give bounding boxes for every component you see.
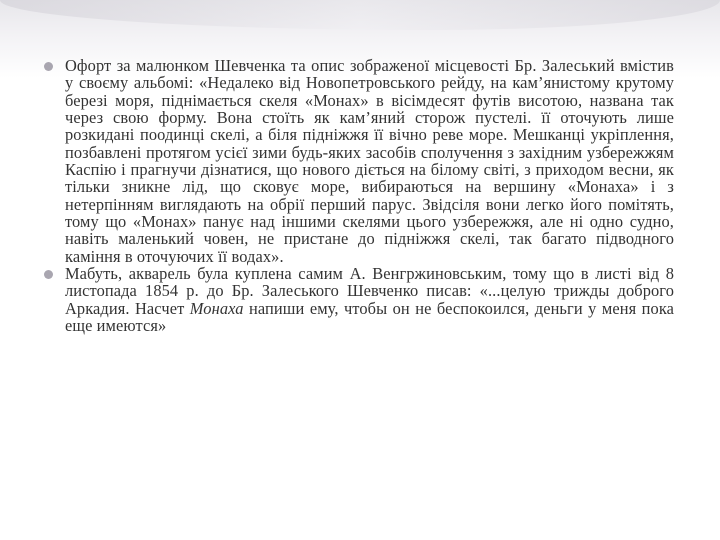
bullet-dot-icon [44, 270, 53, 279]
bullet-text-2-italic: Монаха [189, 298, 244, 318]
bullet-text-2-end: напиши ему, чтобы он не беспокоился, деньги у меня пока еще имеются» [65, 298, 675, 336]
bullet-text-2-start: Мабуть, акварель була куплена самим А. Венгржиновським, тому що в листі від 8 листопада 1854 р. до Бр. Залеського Шевченко писав: «...целую трижды доброго Аркадия. Насчет [65, 264, 674, 318]
bullet-item-1 [44, 57, 674, 265]
bullet-text-1: Офорт за малюнком Шевченка та опис зображеної місцевості Бр. Залеський вмістив у своєму альбомі: «Недалеко від Новопетровського рейду, на кам’янистому крутому березі моря, піднімається скеля «Монах» в вісімдесят футів висотою, названа так через свою форму. Вона стоїть як кам’яний сторож пустелі. її оточують лише розкидані поодинці скелі, а біля підніжжя її вічно реве море. Мешканці укріплення, позбавлені протягом усієї зими будь-яких засобів сполучення з західним узбережжям Каспію і прагнучи дізнатися, що нового діється на білому світі, з приходом весни, як тільки зникне лід, що сковує море, вибираються на вершину «Монаха» і з нетерпінням виглядають на обрії перший парус. Звідсіля вони легко його помітять, тому що «Монах» панує над іншими скелями цього узбережжя, але ні одно судно, навіть маленький човен, не пристане до підніжжя скелі, так багато підводного каміння в оточуючих її водах». [65, 56, 674, 266]
bullet-item-2 [44, 265, 674, 334]
bullet-list [44, 57, 674, 335]
bullet-dot-icon [44, 62, 53, 71]
